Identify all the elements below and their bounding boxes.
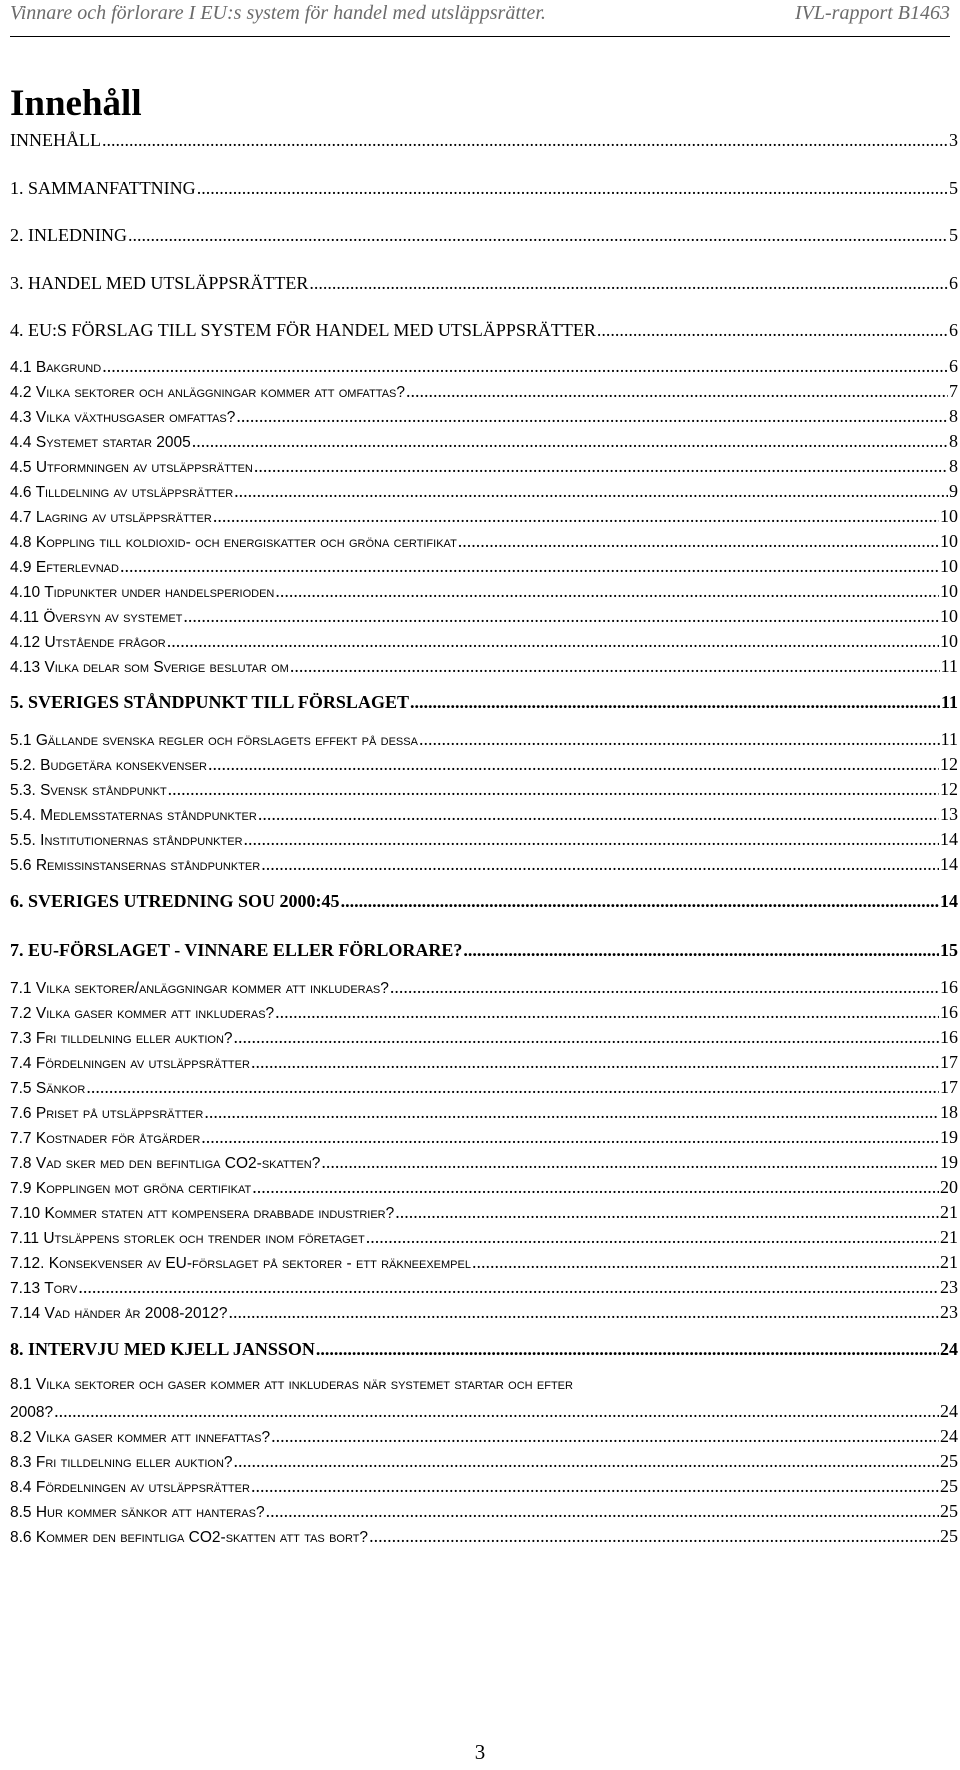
- toc-leader-dots: [258, 804, 939, 825]
- toc-entry-label: 7.6 Priset på utsläppsrätter: [10, 1105, 204, 1122]
- toc-leader-dots: [234, 481, 948, 502]
- toc-leader-dots: [236, 406, 948, 427]
- toc-entry-label: 1. SAMMANFATTNING: [10, 178, 196, 198]
- toc-entry[interactable]: [10, 1277, 958, 1298]
- toc-page-number: 14: [940, 829, 958, 849]
- toc-entry-label: 5.5. Institutionernas ståndpunkter: [10, 832, 243, 849]
- toc-entry-label: 7.5 Sänkor: [10, 1080, 86, 1097]
- toc-page-number: 5: [949, 178, 958, 198]
- toc-page-number: 14: [940, 891, 958, 911]
- toc-entry[interactable]: [10, 1002, 958, 1023]
- toc-entry-label: 8.4 Fördelningen av utsläppsrätter: [10, 1479, 250, 1496]
- toc-leader-dots: [321, 1152, 939, 1173]
- toc-page-number: 7: [949, 381, 958, 401]
- toc-entry-label: 4.8 Koppling till koldioxid- och energiskatter och gröna certifikat: [10, 534, 457, 551]
- toc-entry[interactable]: [10, 1426, 958, 1447]
- toc-leader-dots: [275, 1002, 939, 1023]
- toc-leader-dots: [472, 1252, 939, 1273]
- toc-leader-dots: [120, 556, 939, 577]
- toc-page-number: 6: [949, 273, 958, 293]
- toc-page-number: 11: [940, 656, 958, 676]
- toc-page-number: 9: [949, 481, 958, 501]
- toc-page-number: 23: [940, 1302, 958, 1322]
- toc-leader-dots: [168, 779, 939, 800]
- toc-page-number: 11: [940, 729, 958, 749]
- toc-entry-label: 7.12. Konsekvenser av EU-förslaget på sektorer - ett räkneexempel: [10, 1255, 471, 1272]
- toc-entry[interactable]: [10, 1501, 958, 1522]
- toc-page-number: 6: [949, 320, 958, 340]
- toc-entry[interactable]: [10, 356, 958, 377]
- toc-leader-dots: [316, 1339, 939, 1360]
- toc-page-number: 17: [940, 1077, 958, 1097]
- toc-entry-label: 7.3 Fri tilldelning eller auktion?: [10, 1030, 233, 1047]
- toc-page-number: 10: [940, 606, 958, 626]
- toc-page-number: 12: [940, 779, 958, 799]
- toc-page-number: 8: [949, 431, 958, 451]
- toc-entry-label: 5. SVERIGES STÅNDPUNKT TILL FÖRSLAGET: [10, 692, 409, 712]
- toc-page-number: 5: [949, 225, 958, 245]
- toc-leader-dots: [167, 631, 939, 652]
- toc-page-number: 10: [940, 556, 958, 576]
- toc-entry[interactable]: [10, 1202, 958, 1223]
- toc-page-number: 19: [940, 1127, 958, 1147]
- toc-leader-dots: [597, 320, 948, 341]
- toc-entry[interactable]: [10, 225, 958, 246]
- toc-entry-label: 4.6 Tilldelning av utsläppsrätter: [10, 484, 234, 501]
- toc-page-number: 24: [940, 1339, 958, 1359]
- toc-entry-label: 4. EU:S FÖRSLAG TILL SYSTEM FÖR HANDEL MED UTSLÄPPSRÄTTER: [10, 320, 596, 340]
- toc-entry-label: 4.3 Vilka växthusgaser omfattas?: [10, 409, 236, 426]
- toc-entry-label: 4.10 Tidpunkter under handelsperioden: [10, 584, 275, 601]
- toc-entry-label: 8.6 Kommer den befintliga CO2-skatten att tas bort?: [10, 1529, 369, 1546]
- toc-page-number: 20: [940, 1177, 958, 1197]
- toc-entry-label: 3. HANDEL MED UTSLÄPPSRÄTTER: [10, 273, 309, 293]
- toc-entry[interactable]: [10, 829, 958, 850]
- toc-leader-dots: [192, 431, 948, 452]
- toc-entry-label: 5.2. Budgetära konsekvenser: [10, 757, 208, 774]
- toc-entry[interactable]: [10, 1376, 958, 1394]
- toc-leader-dots: [102, 130, 948, 151]
- toc-leader-dots: [213, 506, 939, 527]
- toc-entry-label: 7.11 Utsläppens storlek och trender inom företaget: [10, 1230, 365, 1247]
- toc-leader-dots: [201, 1127, 939, 1148]
- toc-entry-label: 7.8 Vad sker med den befintliga CO2-skatten?: [10, 1155, 321, 1172]
- toc-leader-dots: [251, 1052, 939, 1073]
- toc-page-number: 3: [949, 130, 958, 150]
- toc-entry[interactable]: [10, 692, 958, 713]
- toc-leader-dots: [458, 531, 939, 552]
- toc-entry[interactable]: [10, 1102, 958, 1123]
- toc-leader-dots: [229, 1302, 940, 1323]
- toc-entry-label: INNEHÅLL: [10, 130, 101, 150]
- toc-page-number: 10: [940, 631, 958, 651]
- toc-entry-label: 7.4 Fördelningen av utsläppsrätter: [10, 1055, 250, 1072]
- toc-entry-continuation[interactable]: [10, 1401, 958, 1422]
- toc-entry[interactable]: [10, 273, 958, 294]
- toc-leader-dots: [252, 1177, 939, 1198]
- toc-leader-dots: [390, 977, 939, 998]
- toc-page-number: 21: [940, 1252, 958, 1272]
- toc-page-number: 17: [940, 1052, 958, 1072]
- toc-entry[interactable]: [10, 1451, 958, 1472]
- toc-entry-label: 7.7 Kostnader för åtgärder: [10, 1130, 201, 1147]
- page-number: 3: [474, 1740, 486, 1764]
- toc-entry[interactable]: [10, 631, 958, 652]
- toc-entry[interactable]: [10, 656, 958, 677]
- toc-leader-dots: [266, 1501, 939, 1522]
- toc-entry[interactable]: [10, 729, 958, 750]
- header-report-id: IVL-rapport B1463: [795, 2, 950, 24]
- toc-entry-label: 4.11 Översyn av systemet: [10, 609, 183, 626]
- toc-page-number: 6: [949, 356, 958, 376]
- toc-entry[interactable]: [10, 606, 958, 627]
- toc-leader-dots: [78, 1277, 939, 1298]
- toc-entry[interactable]: [10, 320, 958, 341]
- toc-entry-label: 7. EU-FÖRSLAGET - VINNARE ELLER FÖRLORARE?: [10, 940, 463, 960]
- toc-entry-label: 7.2 Vilka gaser kommer att inkluderas?: [10, 1005, 275, 1022]
- toc-page-number: 24: [940, 1401, 958, 1421]
- toc-leader-dots: [366, 1227, 939, 1248]
- toc-leader-dots: [369, 1526, 939, 1547]
- toc-leader-dots: [410, 692, 940, 713]
- toc-entry-label: 7.1 Vilka sektorer/anläggningar kommer att inkluderas?: [10, 980, 389, 997]
- toc-entry[interactable]: [10, 556, 958, 577]
- toc-entry[interactable]: [10, 977, 958, 998]
- toc-entry[interactable]: [10, 406, 958, 427]
- toc-entry-label: 7.14 Vad händer år 2008-2012?: [10, 1305, 228, 1322]
- toc-entry-label: 8.5 Hur kommer sänkor att hanteras?: [10, 1504, 265, 1521]
- toc-entry-label: 4.12 Utstående frågor: [10, 634, 166, 651]
- toc-page-number: 10: [940, 581, 958, 601]
- toc-entry[interactable]: [10, 804, 958, 825]
- toc-leader-dots: [254, 456, 948, 477]
- toc-page-number: 10: [940, 531, 958, 551]
- toc-entry-label: 5.3. Svensk ståndpunkt: [10, 782, 167, 799]
- toc-page-number: 16: [940, 977, 958, 997]
- toc-entry[interactable]: [10, 1526, 958, 1547]
- toc-entry[interactable]: [10, 1302, 958, 1323]
- toc-page-number: 25: [940, 1526, 958, 1546]
- toc-page-number: 10: [940, 506, 958, 526]
- toc-entry[interactable]: [10, 381, 958, 402]
- toc-entry-label: 7.10 Kommer staten att kompensera drabbade industrier?: [10, 1205, 395, 1222]
- toc-leader-dots: [128, 225, 948, 246]
- toc-leader-dots: [204, 1102, 939, 1123]
- toc-leader-dots: [197, 178, 948, 199]
- toc-leader-dots: [463, 940, 939, 961]
- toc-page-number: 24: [940, 1426, 958, 1446]
- toc-leader-dots: [271, 1426, 939, 1447]
- toc-leader-dots: [54, 1401, 939, 1422]
- toc-entry-label: 2008?: [10, 1404, 54, 1421]
- toc-page-number: 16: [940, 1002, 958, 1022]
- toc-entry-label: 7.9 Kopplingen mot gröna certifikat: [10, 1180, 252, 1197]
- toc-entry[interactable]: [10, 1227, 958, 1248]
- toc-entry-label: 4.7 Lagring av utsläppsrätter: [10, 509, 212, 526]
- toc-entry-label: 4.4 Systemet startar 2005: [10, 434, 191, 451]
- toc-entry-label: 7.13 Torv: [10, 1280, 78, 1297]
- toc-entry[interactable]: [10, 456, 958, 477]
- toc-page-number: 8: [949, 406, 958, 426]
- toc-page-number: 25: [940, 1476, 958, 1496]
- toc-entry-label: 4.9 Efterlevnad: [10, 559, 119, 576]
- toc-entry[interactable]: [10, 1027, 958, 1048]
- toc-entry[interactable]: [10, 1052, 958, 1073]
- toc-entry[interactable]: [10, 754, 958, 775]
- header-title: Vinnare och förlorare I EU:s system för handel med utsläppsrätter.: [10, 2, 546, 24]
- toc-leader-dots: [341, 891, 939, 912]
- toc-page-number: 15: [940, 940, 958, 960]
- toc-leader-dots: [395, 1202, 939, 1223]
- toc-entry[interactable]: [10, 891, 958, 912]
- toc-leader-dots: [309, 273, 948, 294]
- toc-leader-dots: [419, 729, 940, 750]
- toc-entry[interactable]: [10, 1152, 958, 1173]
- toc-entry[interactable]: [10, 130, 958, 151]
- toc-page-number: 14: [940, 854, 958, 874]
- toc-entry[interactable]: [10, 779, 958, 800]
- toc-entry[interactable]: [10, 1476, 958, 1497]
- toc-page-number: 13: [940, 804, 958, 824]
- toc-entry[interactable]: [10, 531, 958, 552]
- toc-entry[interactable]: [10, 431, 958, 452]
- toc-entry[interactable]: [10, 506, 958, 527]
- toc-entry-label: 5.1 Gällande svenska regler och förslagets effekt på dessa: [10, 732, 418, 749]
- toc-leader-dots: [234, 1451, 939, 1472]
- toc-entry[interactable]: [10, 1339, 958, 1360]
- toc-page-number: 8: [949, 456, 958, 476]
- toc-leader-dots: [261, 854, 939, 875]
- toc-entry[interactable]: [10, 1077, 958, 1098]
- toc-entry-label: 8.1 Vilka sektorer och gaser kommer att inkluderas när systemet startar och efter: [10, 1376, 573, 1393]
- toc-page-number: 25: [940, 1501, 958, 1521]
- toc-page-number: 11: [940, 692, 958, 712]
- toc-leader-dots: [251, 1476, 939, 1497]
- toc-entry[interactable]: [10, 1177, 958, 1198]
- toc-leader-dots: [406, 381, 948, 402]
- toc-leader-dots: [244, 829, 939, 850]
- toc-page-number: 23: [940, 1277, 958, 1297]
- toc-leader-dots: [275, 581, 939, 602]
- toc-entry-label: 6. SVERIGES UTREDNING SOU 2000:45: [10, 891, 340, 911]
- toc-entry[interactable]: [10, 1127, 958, 1148]
- toc-entry-label: 5.4. Medlemsstaternas ståndpunkter: [10, 807, 257, 824]
- toc-entry[interactable]: [10, 940, 958, 961]
- toc-page-number: 21: [940, 1227, 958, 1247]
- toc-leader-dots: [86, 1077, 939, 1098]
- toc-page-number: 18: [940, 1102, 958, 1122]
- toc-leader-dots: [183, 606, 939, 627]
- toc-entry-label: 2. INLEDNING: [10, 225, 127, 245]
- toc-entry[interactable]: [10, 178, 958, 199]
- toc-page-number: 19: [940, 1152, 958, 1172]
- toc-page-number: 25: [940, 1451, 958, 1471]
- toc-leader-dots: [102, 356, 948, 377]
- toc-entry-label: 4.13 Vilka delar som Sverige beslutar om: [10, 659, 289, 676]
- toc-entry[interactable]: [10, 854, 958, 875]
- toc-leader-dots: [208, 754, 939, 775]
- toc-page-number: 12: [940, 754, 958, 774]
- toc-entry-label: 5.6 Remissinstansernas ståndpunkter: [10, 857, 261, 874]
- toc-entry[interactable]: [10, 1252, 958, 1273]
- toc-entry-label: 4.5 Utformningen av utsläppsrätten: [10, 459, 253, 476]
- toc-entry-label: 4.1 Bakgrund: [10, 359, 102, 376]
- toc-leader-dots: [234, 1027, 939, 1048]
- toc-entry-label: 8.3 Fri tilldelning eller auktion?: [10, 1454, 233, 1471]
- toc-leader-dots: [290, 656, 940, 677]
- toc-entry-label: 4.2 Vilka sektorer och anläggningar kommer att omfattas?: [10, 384, 405, 401]
- toc-page-number: 21: [940, 1202, 958, 1222]
- toc-entry-label: 8. INTERVJU MED KJELL JANSSON: [10, 1339, 315, 1359]
- page-title: Innehåll: [10, 83, 142, 124]
- toc-page-number: 16: [940, 1027, 958, 1047]
- toc-entry[interactable]: [10, 481, 958, 502]
- toc-entry[interactable]: [10, 581, 958, 602]
- toc-entry-label: 8.2 Vilka gaser kommer att innefattas?: [10, 1429, 271, 1446]
